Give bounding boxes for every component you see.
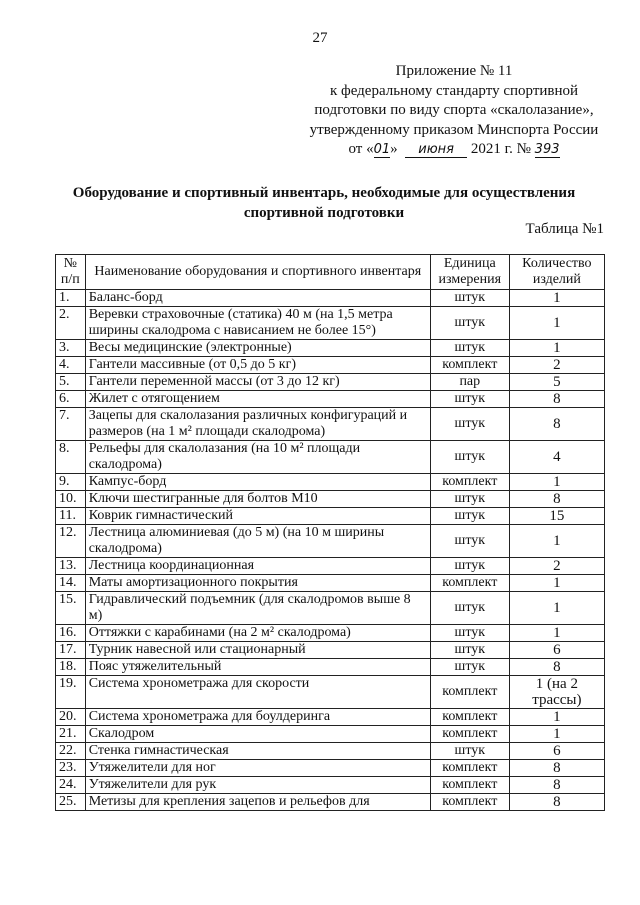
item-name: Лестница алюминиевая (до 5 м) (на 10 м ширины скалодрома): [85, 525, 430, 558]
table-row: [56, 474, 605, 491]
item-unit: комплект: [430, 676, 509, 709]
table-header-row: [56, 255, 605, 290]
item-unit: штук: [430, 525, 509, 558]
table-row: [56, 642, 605, 659]
table-row: [56, 794, 605, 811]
table-row: [56, 357, 605, 374]
row-number: 5.: [56, 374, 86, 391]
row-number: 16.: [56, 625, 86, 642]
table-row: [56, 777, 605, 794]
item-unit: штук: [430, 441, 509, 474]
item-quantity: 8: [509, 777, 604, 794]
item-quantity: 8: [509, 491, 604, 508]
table-row: [56, 676, 605, 709]
item-unit: штук: [430, 659, 509, 676]
header-qty: Количество изделий: [509, 255, 604, 290]
item-name: Гидравлический подъемник (для скалодромов выше 8 м): [85, 592, 430, 625]
item-unit: штук: [430, 592, 509, 625]
row-number: 2.: [56, 307, 86, 340]
row-number: 15.: [56, 592, 86, 625]
row-number: 25.: [56, 794, 86, 811]
table-row: [56, 558, 605, 575]
item-quantity: 8: [509, 760, 604, 777]
item-unit: штук: [430, 391, 509, 408]
item-quantity: 8: [509, 794, 604, 811]
item-name: Лестница координационная: [85, 558, 430, 575]
item-name: Веревки страховочные (статика) 40 м (на 1,5 метра ширины скалодрома с нависанием не более 15°): [85, 307, 430, 340]
order-year: 2021 г. №: [470, 141, 531, 157]
item-quantity: 2: [509, 558, 604, 575]
row-number: 14.: [56, 575, 86, 592]
item-quantity: 6: [509, 642, 604, 659]
table-row: [56, 391, 605, 408]
table-row: [56, 726, 605, 743]
item-unit: штук: [430, 508, 509, 525]
header-unit: Единица измерения: [430, 255, 509, 290]
table-row: [56, 307, 605, 340]
item-quantity: 1: [509, 709, 604, 726]
appendix-block: [304, 62, 604, 160]
item-quantity: 15: [509, 508, 604, 525]
item-quantity: 1: [509, 340, 604, 357]
item-unit: штук: [430, 408, 509, 441]
item-unit: штук: [430, 642, 509, 659]
item-name: Зацепы для скалолазания различных конфигураций и размеров (на 1 м² площади скалодрома): [85, 408, 430, 441]
row-number: 12.: [56, 525, 86, 558]
item-unit: комплект: [430, 575, 509, 592]
row-number: 9.: [56, 474, 86, 491]
item-unit: комплект: [430, 760, 509, 777]
item-unit: штук: [430, 625, 509, 642]
header-name: Наименование оборудования и спортивного инвентаря: [85, 255, 430, 290]
order-day: 01: [373, 142, 391, 157]
order-month: июня: [405, 143, 467, 158]
item-quantity: 8: [509, 391, 604, 408]
table-row: [56, 525, 605, 558]
item-unit: комплект: [430, 474, 509, 491]
item-quantity: 1: [509, 290, 604, 307]
table-row: [56, 441, 605, 474]
item-quantity: 1: [509, 726, 604, 743]
row-number: 19.: [56, 676, 86, 709]
item-unit: штук: [430, 743, 509, 760]
row-number: 11.: [56, 508, 86, 525]
row-number: 18.: [56, 659, 86, 676]
row-number: 10.: [56, 491, 86, 508]
item-name: Гантели переменной массы (от 3 до 12 кг): [85, 374, 430, 391]
item-unit: штук: [430, 558, 509, 575]
row-number: 6.: [56, 391, 86, 408]
item-name: Баланс-борд: [85, 290, 430, 307]
item-name: Система хронометража для боулдеринга: [85, 709, 430, 726]
row-number: 1.: [56, 290, 86, 307]
table-label: Таблица №1: [525, 221, 604, 237]
item-quantity: 8: [509, 659, 604, 676]
table-row: [56, 709, 605, 726]
item-unit: штук: [430, 491, 509, 508]
row-number: 24.: [56, 777, 86, 794]
item-name: Рельефы для скалолазания (на 10 м² площади скалодрома): [85, 441, 430, 474]
item-name: Утяжелители для рук: [85, 777, 430, 794]
table-row: [56, 760, 605, 777]
item-name: Маты амортизационного покрытия: [85, 575, 430, 592]
item-name: Метизы для крепления зацепов и рельефов для: [85, 794, 430, 811]
row-number: 4.: [56, 357, 86, 374]
row-number: 7.: [56, 408, 86, 441]
item-unit: комплект: [430, 357, 509, 374]
item-quantity: 2: [509, 357, 604, 374]
order-number: 393: [534, 142, 560, 157]
table-row: [56, 408, 605, 441]
item-quantity: 5: [509, 374, 604, 391]
item-unit: штук: [430, 340, 509, 357]
item-unit: штук: [430, 290, 509, 307]
appendix-title: Приложение № 11: [395, 63, 513, 79]
item-unit: комплект: [430, 777, 509, 794]
item-name: Утяжелители для ног: [85, 760, 430, 777]
item-name: Гантели массивные (от 0,5 до 5 кг): [85, 357, 430, 374]
table-row: [56, 592, 605, 625]
item-name: Жилет с отягощением: [85, 391, 430, 408]
order-date-line: [304, 140, 604, 160]
item-unit: пар: [430, 374, 509, 391]
row-number: 20.: [56, 709, 86, 726]
table-row: [56, 491, 605, 508]
table-row: [56, 659, 605, 676]
item-name: Пояс утяжелительный: [85, 659, 430, 676]
quote-close: »: [390, 141, 398, 157]
table-row: [56, 625, 605, 642]
item-quantity: 8: [509, 408, 604, 441]
appendix-line: подготовки по виду спорта «скалолазание»,: [314, 102, 594, 118]
row-number: 3.: [56, 340, 86, 357]
item-name: Скалодром: [85, 726, 430, 743]
item-name: Турник навесной или стационарный: [85, 642, 430, 659]
item-unit: комплект: [430, 709, 509, 726]
table-row: [56, 340, 605, 357]
inventory-table: [55, 254, 605, 811]
row-number: 21.: [56, 726, 86, 743]
item-quantity: 1: [509, 625, 604, 642]
row-number: 22.: [56, 743, 86, 760]
table-row: [56, 508, 605, 525]
item-quantity: 6: [509, 743, 604, 760]
item-name: Ключи шестигранные для болтов М10: [85, 491, 430, 508]
item-quantity: 1: [509, 474, 604, 491]
header-num: № п/п: [56, 255, 86, 290]
item-quantity: 1: [509, 592, 604, 625]
row-number: 17.: [56, 642, 86, 659]
document-title: Оборудование и спортивный инвентарь, необходимые для осуществления спортивной подготовки: [72, 185, 576, 221]
item-quantity: 1: [509, 307, 604, 340]
from-prefix: от «: [348, 141, 374, 157]
table-row: [56, 290, 605, 307]
appendix-line: утвержденному приказом Минспорта России: [309, 121, 599, 138]
item-name: Весы медицинские (электронные): [85, 340, 430, 357]
item-quantity: 1: [509, 525, 604, 558]
item-name: Коврик гимнастический: [85, 508, 430, 525]
row-number: 8.: [56, 441, 86, 474]
page-number: 27: [312, 30, 328, 46]
table-row: [56, 743, 605, 760]
item-quantity: 1 (на 2 трассы): [509, 676, 604, 709]
item-name: Система хронометража для скорости: [85, 676, 430, 709]
item-quantity: 1: [509, 575, 604, 592]
table-row: [56, 374, 605, 391]
item-name: Оттяжки с карабинами (на 2 м² скалодрома): [85, 625, 430, 642]
row-number: 23.: [56, 760, 86, 777]
item-unit: комплект: [430, 726, 509, 743]
item-name: Стенка гимнастическая: [85, 743, 430, 760]
item-quantity: 4: [509, 441, 604, 474]
item-unit: комплект: [430, 794, 509, 811]
row-number: 13.: [56, 558, 86, 575]
table-row: [56, 575, 605, 592]
appendix-line: к федеральному стандарту спортивной: [329, 82, 579, 99]
item-unit: штук: [430, 307, 509, 340]
item-name: Кампус-борд: [85, 474, 430, 491]
